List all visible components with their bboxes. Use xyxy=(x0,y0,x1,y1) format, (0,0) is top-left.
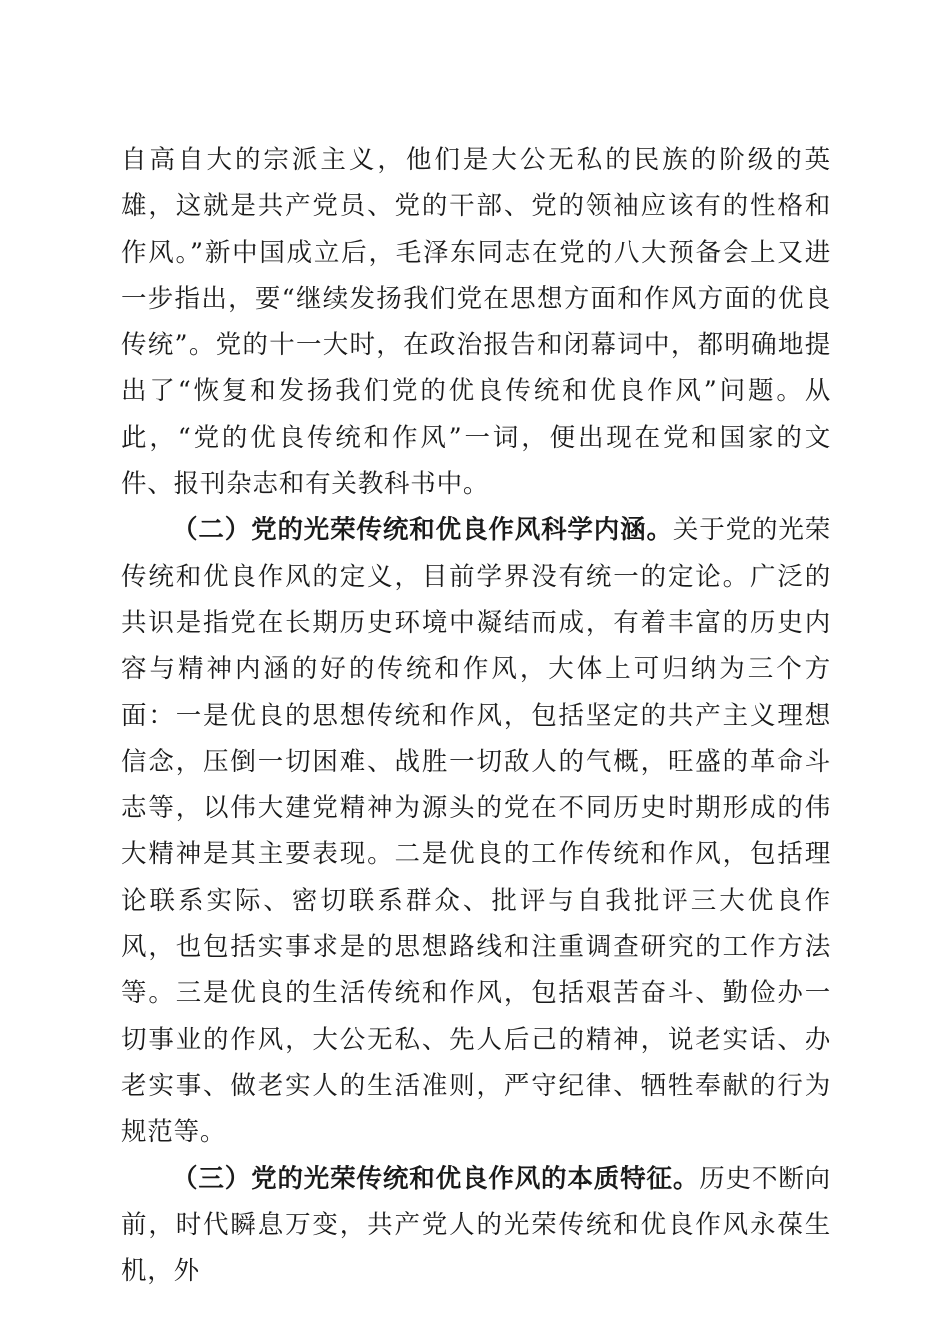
section-heading: （二）党的光荣传统和优良作风科学内涵。 xyxy=(172,515,673,546)
paragraph-body: 自高自大的宗派主义，他们是大公无私的民族的阶级的英雄，这就是共产党员、党的干部、党的领袖应该有的性格和作风。”新中国成立后，毛泽东同志在党的八大预备会上又进一步指出，要“继续发扬我们党在思想方面和作风方面的优良传统”。党的十一大时，在政治报告和闭幕词中，都明确地提出了“恢复和发扬我们党的优良传统和优良作风”问题。从此，“党的优良传统和作风”一词，便出现在党和国家的文件、报刊杂志和有关教科书中。 xyxy=(121,145,831,500)
body-text xyxy=(121,137,831,1294)
paragraph-body: 历史不断向前，时代瞬息万变，共产党人的光荣传统和优良作风永葆生机，外 xyxy=(121,1163,831,1287)
paragraph-body: 关于党的光荣传统和优良作风的定义，目前学界没有统一的定论。广泛的共识是指党在长期历史环境中凝结而成，有着丰富的历史内容与精神内涵的好的传统和作风，大体上可归纳为三个方面：一是优良的思想传统和作风，包括坚定的共产主义理想信念，压倒一切困难、战胜一切敌人的气概，旺盛的革命斗志等，以伟大建党精神为源头的党在不同历史时期形成的伟大精神是其主要表现。二是优良的工作传统和作风，包括理论联系实际、密切联系群众、批评与自我批评三大优良作风，也包括实事求是的思想路线和注重调查研究的工作方法等。三是优良的生活传统和作风，包括艰苦奋斗、勤俭办一切事业的作风，大公无私、先人后己的精神，说老实话、办老实事、做老实人的生活准则，严守纪律、牺牲奉献的行为规范等。 xyxy=(121,515,832,1148)
section-heading: （三）党的光荣传统和优良作风的本质特征。 xyxy=(172,1163,700,1194)
paragraph-section-3 xyxy=(121,1156,831,1295)
paragraph-continuation xyxy=(121,137,831,507)
paragraph-section-2 xyxy=(121,507,831,1155)
